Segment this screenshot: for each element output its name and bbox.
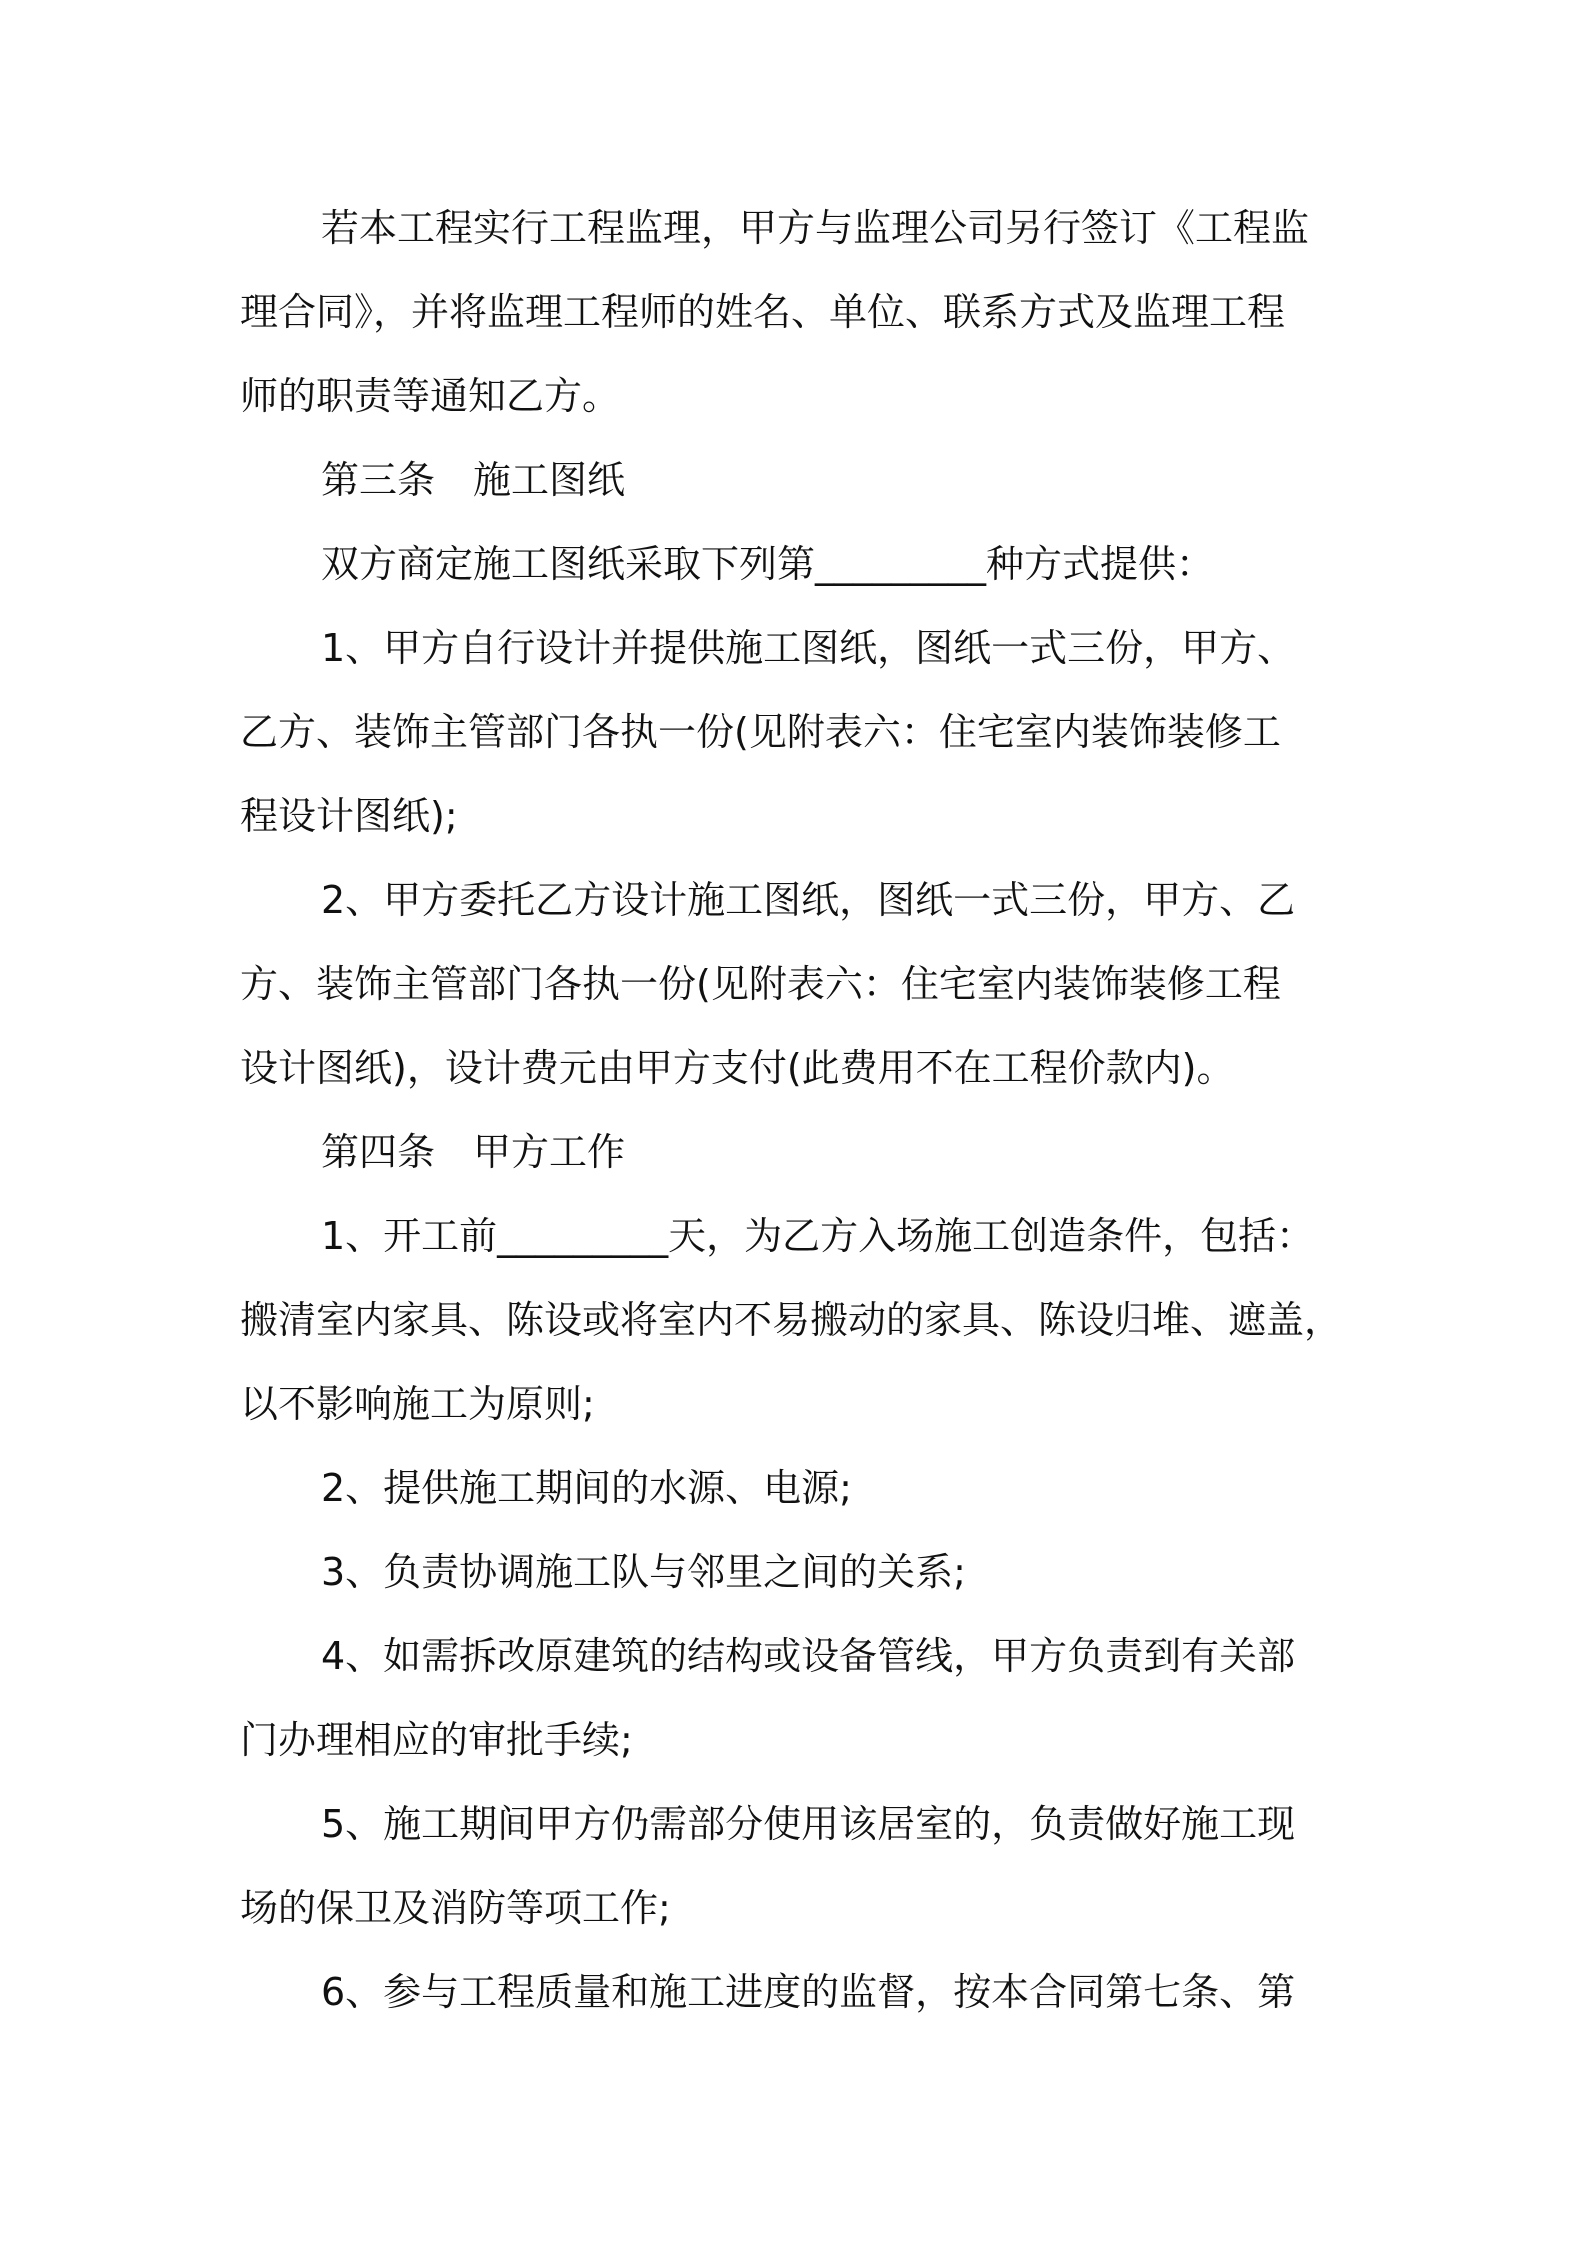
text-line: 5、施工期间甲方仍需部分使用该居室的，负责做好施工现 — [321, 1802, 1296, 1846]
paragraph-supervision — [240, 186, 1370, 438]
article-3-item-2 — [240, 858, 1370, 1110]
text-line: 4、如需拆改原建筑的结构或设备管线，甲方负责到有关部 — [321, 1634, 1296, 1678]
article-4-item-6 — [240, 1950, 1370, 2034]
text-line: 门办理相应的审批手续; — [240, 1718, 633, 1762]
text-line: 2、甲方委托乙方设计施工图纸，图纸一式三份，甲方、乙 — [321, 878, 1296, 922]
heading-line: 第三条 施工图纸 — [321, 458, 626, 502]
text-line: 1、甲方自行设计并提供施工图纸，图纸一式三份，甲方、 — [321, 626, 1296, 670]
text-line: 若本工程实行工程监理，甲方与监理公司另行签订《工程监 — [321, 206, 1310, 250]
text-line: 师的职责等通知乙方。 — [240, 374, 621, 418]
article-4-heading — [240, 1110, 1370, 1194]
text-line: 3、负责协调施工队与邻里之间的关系; — [321, 1550, 966, 1594]
article-3-item-1 — [240, 606, 1370, 858]
text-line: 乙方、装饰主管部门各执一份(见附表六：住宅室内装饰装修工 — [240, 710, 1281, 754]
article-4-item-3 — [240, 1530, 1370, 1614]
text-line: 理合同》，并将监理工程师的姓名、单位、联系方式及监理工程 — [240, 290, 1286, 334]
text-line: 方、装饰主管部门各执一份(见附表六：住宅室内装饰装修工程 — [240, 962, 1281, 1006]
heading-line: 第四条 甲方工作 — [321, 1130, 626, 1174]
text-line: 以不影响施工为原则; — [240, 1382, 595, 1426]
article-4-item-5 — [240, 1782, 1370, 1950]
article-4-item-4 — [240, 1614, 1370, 1782]
text-line: 双方商定施工图纸采取下列第_________种方式提供： — [321, 542, 1215, 586]
article-3-intro — [240, 522, 1370, 606]
text-line: 1、开工前_________天，为乙方入场施工创造条件，包括： — [321, 1214, 1315, 1258]
article-3-heading — [240, 438, 1370, 522]
article-4-item-2 — [240, 1446, 1370, 1530]
text-line: 6、参与工程质量和施工进度的监督，按本合同第七条、第 — [321, 1970, 1296, 2014]
text-line: 场的保卫及消防等项工作; — [240, 1886, 671, 1930]
text-line: 2、提供施工期间的水源、电源; — [321, 1466, 852, 1510]
text-line: 设计图纸)，设计费元由甲方支付(此费用不在工程价款内)。 — [240, 1046, 1235, 1090]
text-line: 程设计图纸); — [240, 794, 458, 838]
text-line: 搬清室内家具、陈设或将室内不易搬动的家具、陈设归堆、遮盖， — [240, 1298, 1343, 1342]
article-4-item-1 — [240, 1194, 1370, 1446]
